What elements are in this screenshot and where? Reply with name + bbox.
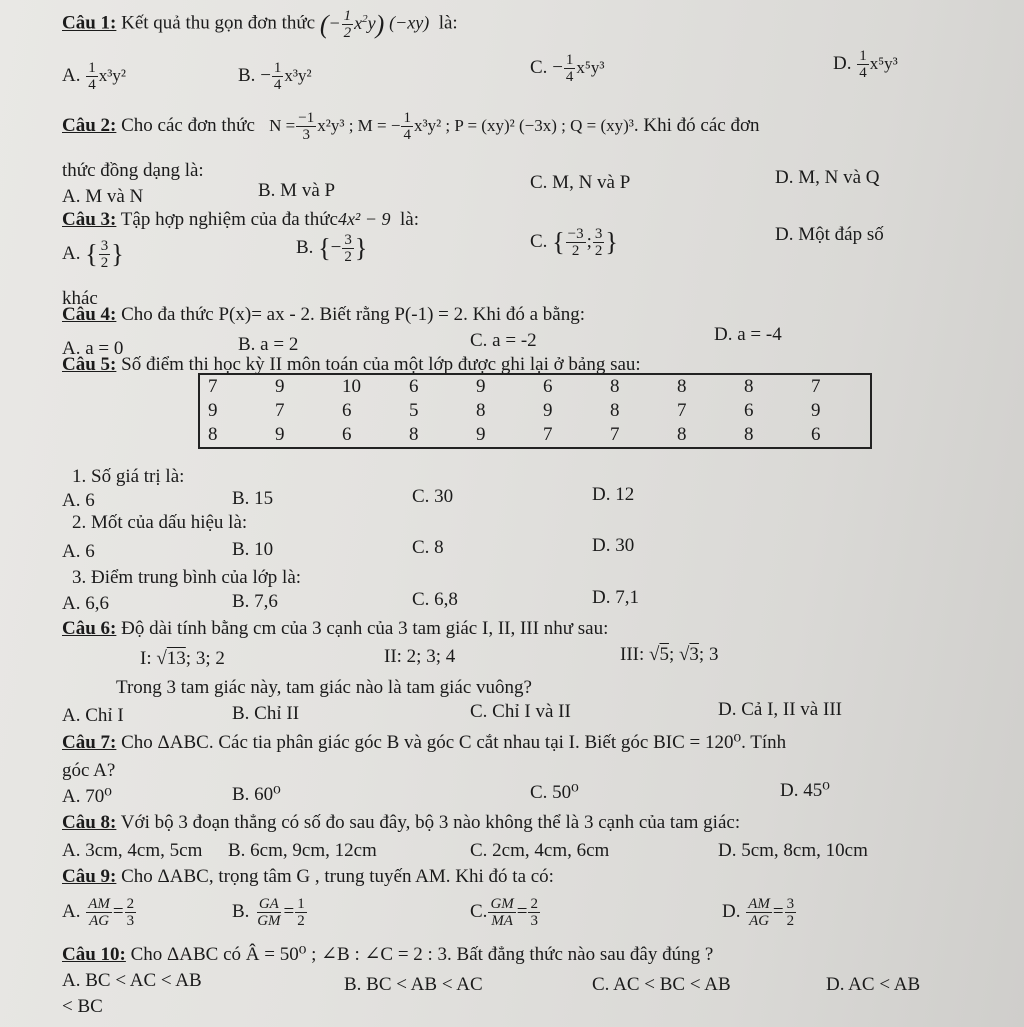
option-a[interactable]: A. M và N	[62, 186, 144, 207]
table-cell: 5	[409, 400, 419, 421]
option-c[interactable]: C. 2cm, 4cm, 6cm	[470, 840, 610, 861]
table-cell: 8	[409, 424, 419, 445]
table-cell: 8	[677, 424, 687, 445]
fraction-den: 3	[302, 127, 311, 143]
option-letter: D.	[722, 900, 741, 922]
table-cell: 8	[208, 424, 218, 445]
question-9	[62, 866, 554, 888]
question-text: Cho đa thức P(x)= ax - 2. Biết rằng P(-1) = 2. Khi đó a bằng:	[121, 304, 586, 325]
monomial-tail: (−xy)	[389, 12, 430, 33]
table-row	[199, 374, 871, 399]
fraction-den: 4	[273, 77, 282, 93]
table-cell: 8	[677, 376, 687, 397]
radicand: 13	[166, 648, 186, 669]
option-a[interactable]: A. 3cm, 4cm, 5cm	[62, 840, 203, 861]
option-c[interactable]: C. 50⁰	[530, 782, 579, 803]
table-cell: 8	[744, 424, 754, 445]
option-c[interactable]: C. 8	[412, 537, 444, 558]
expr-m-term: x³y² ; P = (xy)² (−3x) ; Q = (xy)³	[413, 115, 634, 135]
sub-question-2: 2. Mốt của dấu hiệu là:	[72, 512, 248, 533]
question-label: Câu 8:	[62, 812, 117, 833]
fraction-den: 2	[297, 913, 305, 929]
question-end: là:	[399, 209, 419, 230]
question-label: Câu 10:	[62, 944, 126, 965]
option-a[interactable]: A. 70⁰	[62, 786, 112, 807]
sub-question-1: 1. Số giá trị là:	[72, 466, 185, 487]
table-cell: 9	[476, 424, 486, 445]
option-a[interactable]: A. 6	[62, 490, 95, 511]
option-b[interactable]: B. M và P	[258, 180, 336, 201]
table-cell: 9	[811, 400, 821, 421]
option-letter: D.	[833, 52, 852, 74]
option-letter: B.	[232, 900, 250, 922]
question-text: Độ dài tính bằng cm của 3 cạnh của 3 tam giác I, II, III như sau:	[121, 618, 609, 639]
fraction-num: 1	[565, 52, 574, 68]
triangle-sides: ; 3; 2	[185, 648, 225, 669]
option-d[interactable]: D. 7,1	[592, 587, 639, 608]
option-c[interactable]	[530, 52, 604, 85]
triangle-2: II: 2; 3; 4	[384, 646, 456, 667]
question-end: là:	[438, 12, 458, 34]
option-letter: C.	[470, 900, 488, 922]
option-a[interactable]: A. BC < AC < AB	[62, 970, 202, 991]
fraction-num: 1	[273, 60, 282, 76]
option-letter: B.	[296, 236, 314, 258]
table-cell: 6	[811, 424, 821, 445]
table-cell: 6	[744, 400, 754, 421]
triangle-3: III: √5; √3; 3	[620, 644, 719, 665]
question-1	[62, 8, 458, 41]
table-cell: 8	[476, 400, 486, 421]
table-cell: 6	[409, 376, 419, 397]
question-2	[62, 110, 760, 143]
question-8	[62, 812, 740, 834]
option-c[interactable]: C. 6,8	[412, 589, 458, 610]
option-letter: C.	[530, 230, 548, 252]
option-c[interactable]: C. 30	[412, 486, 454, 507]
question-text: Cho ΔABC có Â = 50⁰ ; ∠B : ∠C = 2 : 3. Bất đẳng thức nào sau đây đúng ?	[130, 944, 714, 965]
option-d[interactable]: D. 45⁰	[780, 780, 830, 801]
option-d[interactable]: D. M, N và Q	[775, 167, 880, 188]
table-row	[199, 399, 871, 423]
fraction-den: 4	[859, 65, 867, 81]
option-letter: A.	[62, 242, 81, 264]
option-letter: A.	[62, 64, 81, 86]
table-cell: 9	[275, 376, 285, 397]
option-d[interactable]: D. 5cm, 8cm, 10cm	[718, 840, 868, 861]
option-d[interactable]: D. a = -4	[714, 324, 782, 345]
table-cell: 7	[208, 376, 218, 397]
table-cell: 7	[811, 376, 821, 397]
sub-question-3: 3. Điểm trung bình của lớp là:	[72, 567, 302, 588]
fraction-den: MA	[491, 913, 513, 929]
expr-n-term: x²y³ ; M = −	[317, 115, 401, 135]
option-c[interactable]: C. M, N và P	[530, 172, 631, 193]
fraction-num: 3	[786, 896, 795, 912]
option-d[interactable]: D. Cả I, II và III	[718, 699, 842, 720]
question-6	[62, 618, 608, 640]
triangle-label: III:	[620, 644, 645, 665]
option-term: x⁵y³	[869, 53, 898, 73]
table-cell: 9	[543, 400, 553, 421]
option-d-wrap: < BC	[62, 996, 103, 1017]
table-row	[199, 423, 871, 448]
question-3	[62, 208, 419, 231]
option-d[interactable]	[833, 48, 898, 81]
question-7	[62, 732, 786, 754]
question-label: Câu 1:	[62, 12, 117, 34]
question-label: Câu 7:	[62, 732, 117, 753]
question-4	[62, 304, 585, 326]
question-text: Cho ΔABC, trọng tâm G , trung tuyến AM. Khi đó ta có:	[121, 866, 554, 887]
question-text: Số điểm thi học kỳ II môn toán của một lớp được ghi lại ở bảng sau:	[121, 354, 641, 375]
monomial-expression: (− $\frac{1}{2}$ $x^2y$)	[319, 8, 385, 41]
table-cell: 7	[610, 424, 620, 445]
option-a[interactable]: A. Chỉ I	[62, 705, 124, 726]
option-b[interactable]: B. 6cm, 9cm, 12cm	[228, 840, 377, 861]
table-cell: 7	[677, 400, 687, 421]
option-a[interactable]: A. { $\frac{3}{2}$ }	[62, 238, 124, 271]
option-a[interactable]	[62, 60, 126, 93]
table-cell: 6	[342, 400, 352, 421]
question-text: Tập hợp nghiệm của đa thức	[120, 209, 338, 230]
option-c[interactable]: C. $\frac{GM}{MA}$ = $\frac{2}{3}$	[470, 896, 538, 929]
option-a[interactable]: A. $\frac{AM}{AG}$ = $\frac{2}{3}$	[62, 896, 135, 929]
fraction-den: 4	[403, 127, 411, 143]
option-d-wrap: khác	[62, 288, 98, 309]
fraction-num: 1	[403, 110, 411, 126]
table-cell: 8	[610, 400, 620, 421]
expr-n: N =	[269, 115, 296, 135]
fraction-den: 3	[126, 913, 135, 929]
fraction-num: 2	[126, 896, 135, 912]
radicand: 3	[689, 644, 699, 665]
triangle-sides: ; 3	[698, 644, 719, 665]
fraction-den: 3	[530, 913, 538, 929]
triangle-label: I:	[140, 648, 152, 669]
question-text: Với bộ 3 đoạn thẳng có số đo sau đây, bộ 3 nào không thể là 3 cạnh của tam giác:	[120, 812, 741, 833]
fraction-den: 4	[88, 77, 96, 93]
option-d[interactable]: D. Một đáp số	[775, 224, 884, 245]
question-label: Câu 9:	[62, 866, 117, 887]
radicand: 5	[659, 644, 669, 665]
option-d[interactable]: D. 12	[592, 484, 635, 505]
option-term: x³y²	[98, 65, 126, 85]
question-label: Câu 5:	[62, 354, 117, 375]
option-d[interactable]: D. AC < AB	[826, 974, 921, 995]
option-b[interactable]: B. 15	[232, 488, 274, 509]
option-b[interactable]: B. a = 2	[238, 334, 299, 355]
option-letter: A.	[62, 900, 81, 922]
option-b[interactable]: B. 10	[232, 539, 274, 560]
table-cell: 9	[476, 376, 486, 397]
option-sign: −	[260, 64, 271, 86]
option-d[interactable]: D. 30	[592, 535, 635, 556]
fraction-den: GM	[257, 913, 281, 929]
option-letter: C.	[530, 56, 548, 78]
fraction-den: 4	[565, 69, 574, 85]
fraction-den: AG	[749, 913, 770, 929]
fraction-num: GM	[490, 896, 514, 912]
table-cell: 7	[275, 400, 285, 421]
option-d[interactable]: D. $\frac{AM}{AG}$ = $\frac{3}{2}$	[722, 896, 795, 929]
option-term: x⁵y³	[576, 57, 605, 77]
option-b[interactable]: B. BC < AB < AC	[344, 974, 483, 995]
fraction-num: 2	[530, 896, 538, 912]
fraction-den: AG	[89, 913, 110, 929]
option-c[interactable]: C. a = -2	[470, 330, 537, 351]
question-label: Câu 4:	[62, 304, 117, 325]
table-cell: 8	[610, 376, 620, 397]
table-cell: 10	[342, 376, 361, 397]
question-text: Kết quả thu gọn đơn thức	[121, 12, 316, 34]
fraction-num: GA	[258, 896, 279, 912]
option-b[interactable]: B. 60⁰	[232, 784, 281, 805]
option-a[interactable]: A. 6	[62, 541, 95, 562]
option-letter: B.	[238, 64, 256, 86]
table-cell: 6	[342, 424, 352, 445]
option-b[interactable]: B. 7,6	[232, 591, 278, 612]
fraction-num: 1	[88, 60, 96, 76]
table-cell: 9	[275, 424, 285, 445]
option-c[interactable]: C. AC < BC < AB	[592, 974, 731, 995]
score-table	[198, 373, 872, 449]
option-b[interactable]: B. $\frac{GA}{GM}$ = $\frac{1}{2}$	[232, 896, 305, 929]
table-cell: 8	[744, 376, 754, 397]
fraction-num: AM	[88, 896, 110, 912]
question-label: Câu 3:	[62, 209, 117, 230]
question-tail: . Khi đó các đơn	[633, 114, 760, 136]
triangle-1: I: √13; 3; 2	[140, 648, 225, 669]
table-cell: 9	[208, 400, 218, 421]
question-text-line2: thức đồng dạng là:	[62, 160, 204, 181]
polynomial-expression: 4x² − 9	[337, 209, 391, 229]
fraction-num: 1	[297, 896, 305, 912]
fraction-num: AM	[748, 896, 770, 912]
question-text: Cho ΔABC. Các tia phân giác góc B và góc C cắt nhau tại I. Biết góc BIC = 120⁰. Tính	[121, 732, 787, 753]
option-c[interactable]: C. { $\frac{-3}{2}$ ; $\frac{3}{2}$ }	[530, 226, 618, 259]
question-text-line2: góc A?	[62, 760, 116, 781]
question-label: Câu 6:	[62, 618, 117, 639]
fraction-num: 1	[859, 48, 867, 64]
option-b[interactable]: B. {− $\frac{3}{2}$ }	[296, 232, 368, 265]
option-a[interactable]: A. 6,6	[62, 593, 109, 614]
option-b[interactable]: B. Chỉ II	[232, 703, 300, 724]
table-cell: 7	[543, 424, 553, 445]
fraction-num: −1	[298, 110, 315, 126]
question-10	[62, 944, 713, 966]
question-text: Cho các đơn thức	[121, 114, 255, 136]
table-cell: 6	[543, 376, 553, 397]
option-term: x³y²	[284, 65, 312, 85]
question-6-prompt: Trong 3 tam giác này, tam giác nào là tam giác vuông?	[116, 677, 532, 698]
option-b[interactable]	[238, 60, 312, 93]
fraction-den: 2	[786, 913, 795, 929]
option-c[interactable]: C. Chỉ I và II	[470, 701, 571, 722]
question-label: Câu 2:	[62, 114, 117, 136]
option-a[interactable]: A. a = 0	[62, 338, 124, 359]
option-sign: −	[552, 56, 563, 78]
